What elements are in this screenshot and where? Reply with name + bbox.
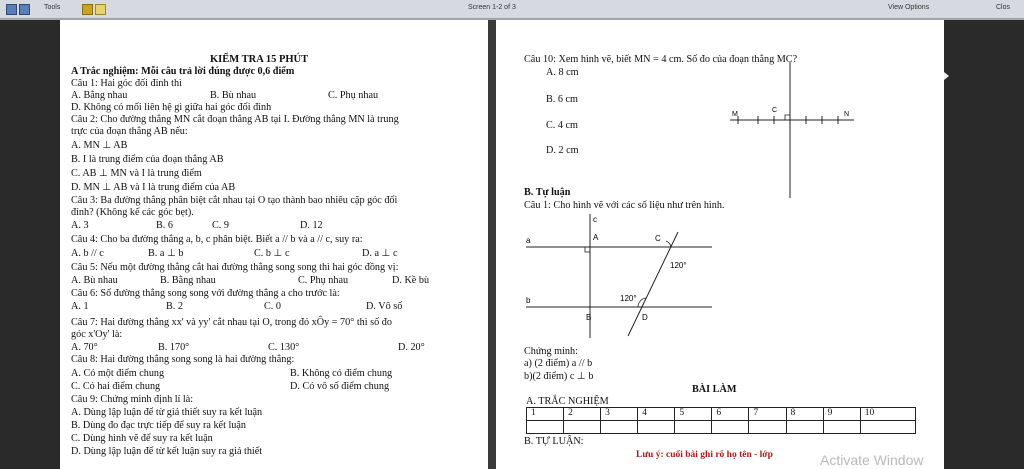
label-m: M xyxy=(732,111,738,118)
answer-col-5: 5 xyxy=(675,408,712,421)
q10-opt-d: D. 2 cm xyxy=(546,145,579,156)
label-b-line: b xyxy=(526,296,531,305)
q7-text: Câu 7: Hai đường thẳng xx' và yy' cắt nhau tại O, trong đó xÔy = 70° thì số đo xyxy=(71,317,392,328)
proof-part-b: b)(2 điểm) c ⊥ b xyxy=(524,371,594,382)
q8-opt-b: B. Không có điểm chung xyxy=(290,368,393,379)
bai-lam-heading: BÀI LÀM xyxy=(692,384,737,395)
q2-text-cont: trực của đoạn thẳng AB nếu: xyxy=(71,126,188,137)
right-angle-mark xyxy=(785,115,790,120)
q5-opt-d: D. Kề bù xyxy=(392,275,430,286)
b-q1-text: Câu 1: Cho hình vẽ với các số liệu như trên hình. xyxy=(524,200,725,211)
q2-opt-b: B. I là trung điểm của đoạn thẳng AB xyxy=(71,154,224,165)
answer-cell xyxy=(823,421,860,434)
answer-cell xyxy=(564,421,601,434)
answer-col-8: 8 xyxy=(786,408,823,421)
q7-text-cont: góc x'Oy' là: xyxy=(71,329,123,340)
q1-opt-c: C. Phụ nhau xyxy=(328,90,379,101)
q6-opt-b: B. 2 xyxy=(166,301,183,312)
q4-text: Câu 4: Cho ba đường thẳng a, b, c phân biệt. Biết a // b và a // c, suy ra: xyxy=(71,234,363,245)
answer-blank-row xyxy=(527,421,916,434)
save-icon[interactable] xyxy=(6,4,17,15)
q2-opt-c: C. AB ⊥ MN và I là trung điểm xyxy=(71,168,202,179)
q5-opt-c: C. Phụ nhau xyxy=(298,275,349,286)
answer-cell xyxy=(638,421,675,434)
q1-opt-a: A. Bằng nhau xyxy=(71,90,128,101)
angle-arc-c xyxy=(666,241,671,247)
q7-opt-c: C. 130° xyxy=(268,342,300,353)
q8-opt-d: D. Có vô số điểm chung xyxy=(290,381,390,392)
q3-opt-d: D. 12 xyxy=(300,220,323,231)
q10-text: Câu 10: Xem hình vẽ, biết MN = 4 cm. Số đo của đoạn thẳng MC? xyxy=(524,54,798,65)
folder-icon[interactable] xyxy=(95,4,106,15)
label-point-a: A xyxy=(593,233,599,242)
answer-table xyxy=(526,407,916,434)
page-title: KIỂM TRA 15 PHÚT xyxy=(210,54,309,65)
label-angle-d: 120° xyxy=(620,294,637,303)
q8-opt-c: C. Có hai điểm chung xyxy=(71,381,161,392)
q3-opt-b: B. 6 xyxy=(156,220,173,231)
toolbar-icons[interactable] xyxy=(6,4,32,15)
viewer-toolbar xyxy=(0,0,1024,19)
q2-opt-d: D. MN ⊥ AB và I là trung điểm của AB xyxy=(71,182,236,193)
label-point-d: D xyxy=(642,313,648,322)
tools-menu[interactable]: Tools xyxy=(44,4,61,11)
q3-text: Câu 3: Ba đường thẳng phân biệt cắt nhau tại O tạo thành bao nhiêu cặp góc đối xyxy=(71,195,398,206)
q7-opt-b: B. 170° xyxy=(158,342,190,353)
answer-col-3: 3 xyxy=(601,408,638,421)
q4-opt-d: D. a ⊥ c xyxy=(362,248,398,259)
q4-opt-b: B. a ⊥ b xyxy=(148,248,184,259)
answer-cell xyxy=(786,421,823,434)
q3-opt-c: C. 9 xyxy=(212,220,229,231)
left-margin xyxy=(0,20,60,469)
q6-opt-c: C. 0 xyxy=(264,301,281,312)
transversal-line xyxy=(628,232,678,336)
q5-text: Câu 5: Nếu một đường thẳng cắt hai đường thẳng song song thì hai góc đồng vị: xyxy=(71,262,399,273)
label-c-line: c xyxy=(593,215,597,224)
b-q1-figure xyxy=(520,210,730,340)
proof-heading: Chứng minh: xyxy=(524,346,578,357)
q10-figure xyxy=(724,58,864,198)
mouse-cursor-icon xyxy=(944,72,949,80)
answer-cell xyxy=(860,421,915,434)
answer-cell xyxy=(749,421,786,434)
activate-windows-watermark: Activate Window xyxy=(820,452,924,468)
q3-opt-a: A. 3 xyxy=(71,220,89,231)
q6-opt-a: A. 1 xyxy=(71,301,89,312)
q9-opt-b: B. Dùng đo đạc trực tiếp để suy ra kết luận xyxy=(71,420,246,431)
q7-opt-a: A. 70° xyxy=(71,342,98,353)
screen-indicator[interactable]: Screen 1-2 of 3 xyxy=(468,4,516,11)
q4-opt-c: C. b ⊥ c xyxy=(254,248,290,259)
q1-opt-d: D. Không có mối liên hệ gì giữa hai góc đối đỉnh xyxy=(71,102,272,113)
section-a-heading: A Trắc nghiệm: Mỗi câu trả lời đúng được 0,6 điểm xyxy=(71,66,295,77)
a-trac-nghiem-heading: A. TRẮC NGHIỆM xyxy=(526,396,609,407)
q10-opt-c: C. 4 cm xyxy=(546,120,578,131)
answer-number-row xyxy=(527,408,916,421)
view-options-menu[interactable]: View Options xyxy=(888,4,930,11)
label-n: N xyxy=(844,111,850,118)
answer-cell xyxy=(601,421,638,434)
answer-cell xyxy=(675,421,712,434)
label-c: C xyxy=(772,107,778,114)
answer-col-7: 7 xyxy=(749,408,786,421)
section-b-heading: B. Tự luận xyxy=(524,187,571,198)
label-angle-c: 120° xyxy=(670,261,687,270)
q3-text-cont: đỉnh? (Không kể các góc bẹt). xyxy=(71,207,194,218)
right-margin xyxy=(944,20,1024,469)
q6-text: Câu 6: Số đường thẳng song song với đường thẳng a cho trước là: xyxy=(71,288,340,299)
angle-arc-d xyxy=(638,298,646,307)
q9-opt-d: D. Dùng lập luận để từ kết luận suy ra giả thiết xyxy=(71,446,263,457)
note-text: Lưu ý: cuối bài ghi rõ họ tên - lớp xyxy=(636,450,773,460)
q4-opt-a: A. b // c xyxy=(71,248,104,259)
highlight-icon[interactable] xyxy=(82,4,93,15)
q1-text: Câu 1: Hai góc đối đỉnh thì xyxy=(71,78,182,89)
label-point-c: C xyxy=(655,234,661,243)
q10-opt-a: A. 8 cm xyxy=(546,67,579,78)
close-button[interactable]: Clos xyxy=(996,4,1011,11)
q6-opt-d: D. Vô số xyxy=(366,301,403,312)
answer-col-4: 4 xyxy=(638,408,675,421)
answer-col-10: 10 xyxy=(860,408,915,421)
q9-text: Câu 9: Chứng minh định lí là: xyxy=(71,394,194,405)
label-point-b: B xyxy=(586,313,592,322)
q1-opt-b: B. Bù nhau xyxy=(210,90,257,101)
proof-part-a: a) (2 điểm) a // b xyxy=(524,358,593,369)
left-page xyxy=(60,20,488,469)
q9-opt-c: C. Dùng hình vẽ để suy ra kết luận xyxy=(71,433,213,444)
label-a-line: a xyxy=(526,236,531,245)
right-page xyxy=(496,20,944,469)
print-icon[interactable] xyxy=(19,4,30,15)
answer-col-9: 9 xyxy=(823,408,860,421)
q5-opt-a: A. Bù nhau xyxy=(71,275,118,286)
q10-opt-b: B. 6 cm xyxy=(546,94,578,105)
answer-col-1: 1 xyxy=(527,408,564,421)
answer-cell xyxy=(527,421,564,434)
b-tu-luan-heading: B. TỰ LUẬN: xyxy=(524,436,584,447)
q5-opt-b: B. Bằng nhau xyxy=(160,275,216,286)
answer-cell xyxy=(712,421,749,434)
q9-opt-a: A. Dùng lập luận để từ giả thiết suy ra kết luận xyxy=(71,407,263,418)
right-angle-a xyxy=(585,247,590,252)
q2-text: Câu 2: Cho đường thẳng MN cắt đoạn thẳng AB tại I. Đường thẳng MN là trung xyxy=(71,114,399,125)
answer-col-6: 6 xyxy=(712,408,749,421)
q8-opt-a: A. Có một điểm chung xyxy=(71,368,165,379)
answer-col-2: 2 xyxy=(564,408,601,421)
q8-text: Câu 8: Hai đường thẳng song song là hai đường thẳng: xyxy=(71,354,295,365)
q7-opt-d: D. 20° xyxy=(398,342,425,353)
page-divider xyxy=(488,20,496,469)
q2-opt-a: A. MN ⊥ AB xyxy=(71,140,128,151)
toolbar-extra-icons[interactable] xyxy=(82,4,108,15)
